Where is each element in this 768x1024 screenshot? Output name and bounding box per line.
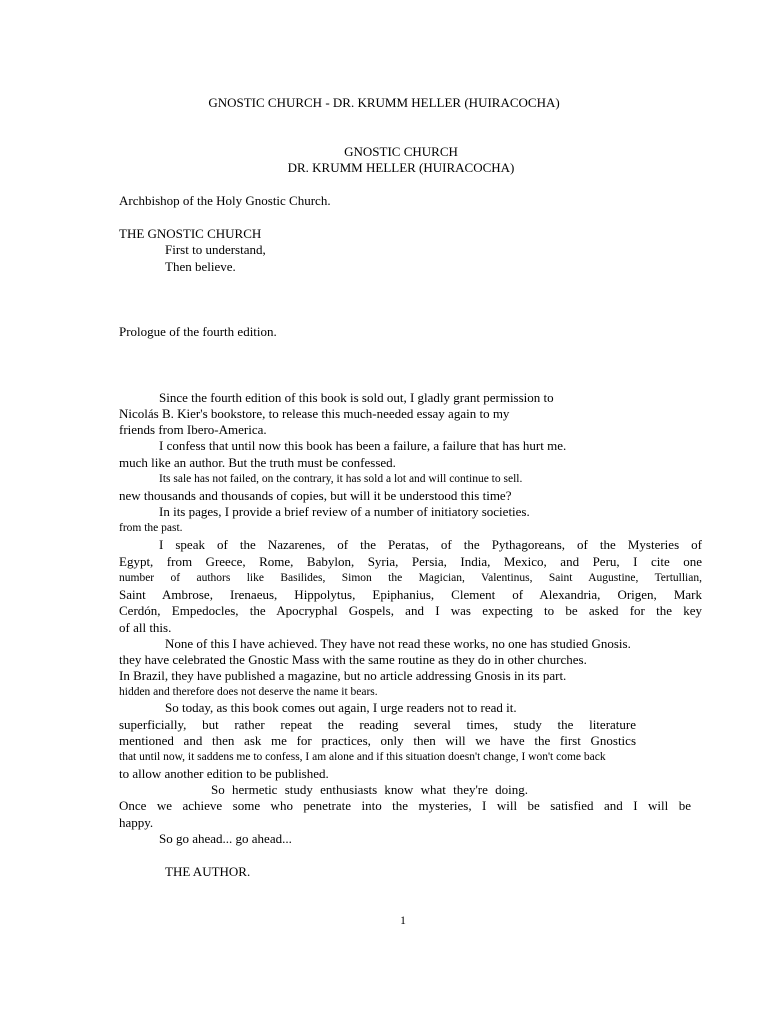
body-line: None of this I have achieved. They have not read these works, no one has studied Gnosis. (165, 636, 631, 651)
body-line: I confess that until now this book has been a failure, a failure that has hurt me. (159, 438, 567, 453)
body-line: happy. (119, 815, 154, 830)
body-line: they have celebrated the Gnostic Mass with the same routine as they do in other churches. (119, 652, 587, 667)
body-line: Cerdón, Empedocles, the Apocryphal Gospels, and I was expecting to be asked for the key (119, 603, 702, 618)
title-line-2: DR. KRUMM HELLER (HUIRACOCHA) (287, 160, 515, 175)
body-line: Nicolás B. Kier's bookstore, to release this much-needed essay again to my (119, 406, 510, 421)
body-line: superficially, but rather repeat the reading several times, study the literature (119, 717, 636, 732)
body-line: much like an author. But the truth must be confessed. (119, 455, 396, 470)
page-number: 1 (400, 915, 406, 927)
body-line: hidden and therefore does not deserve the name it bears. (119, 686, 378, 698)
body-line: of all this. (119, 620, 172, 635)
body-line: So go ahead... go ahead... (159, 831, 292, 846)
body-line: new thousands and thousands of copies, but will it be understood this time? (119, 488, 512, 503)
running-title: GNOSTIC CHURCH - DR. KRUMM HELLER (HUIRACOCHA) (208, 95, 560, 110)
motto-line-1: First to understand, (165, 242, 266, 257)
body-line: In its pages, I provide a brief review of a number of initiatory societies. (159, 504, 530, 519)
body-line: So today, as this book comes out again, I urge readers not to read it. (165, 700, 517, 715)
body-line: number of authors like Basilides, Simon the Magician, Valentinus, Saint Augustine, Tertullian, (119, 572, 702, 584)
body-line: Since the fourth edition of this book is sold out, I gladly grant permission to (159, 390, 554, 405)
body-line: I speak of the Nazarenes, of the Peratas, of the Pythagoreans, of the Mysteries of (159, 537, 702, 552)
prologue-heading: Prologue of the fourth edition. (119, 324, 277, 339)
body-line: Its sale has not failed, on the contrary, it has sold a lot and will continue to sell. (159, 473, 523, 485)
body-line: that until now, it saddens me to confess, I am alone and if this situation doesn't change, I won't come back (119, 751, 606, 763)
signature: THE AUTHOR. (165, 864, 251, 879)
body-line: to allow another edition to be published. (119, 766, 329, 781)
subtitle: Archbishop of the Holy Gnostic Church. (119, 193, 331, 208)
body-line: So hermetic study enthusiasts know what they're doing. (211, 782, 529, 797)
body-line: from the past. (119, 522, 183, 534)
body-line: In Brazil, they have published a magazine, but no article addressing Gnosis in its part. (119, 668, 567, 683)
body-line: Once we achieve some who penetrate into the mysteries, I will be satisfied and I will be (119, 798, 691, 813)
section-heading: THE GNOSTIC CHURCH (119, 226, 262, 241)
body-line: mentioned and then ask me for practices, only then will we have the first Gnostics (119, 733, 636, 748)
motto-line-2: Then believe. (165, 259, 236, 274)
body-line: Egypt, from Greece, Rome, Babylon, Syria, Persia, India, Mexico, and Peru, I cite one (119, 554, 702, 569)
body-line: friends from Ibero-America. (119, 422, 267, 437)
title-line-1: GNOSTIC CHURCH (344, 144, 458, 159)
body-line: Saint Ambrose, Irenaeus, Hippolytus, Epiphanius, Clement of Alexandria, Origen, Mark (119, 587, 702, 602)
